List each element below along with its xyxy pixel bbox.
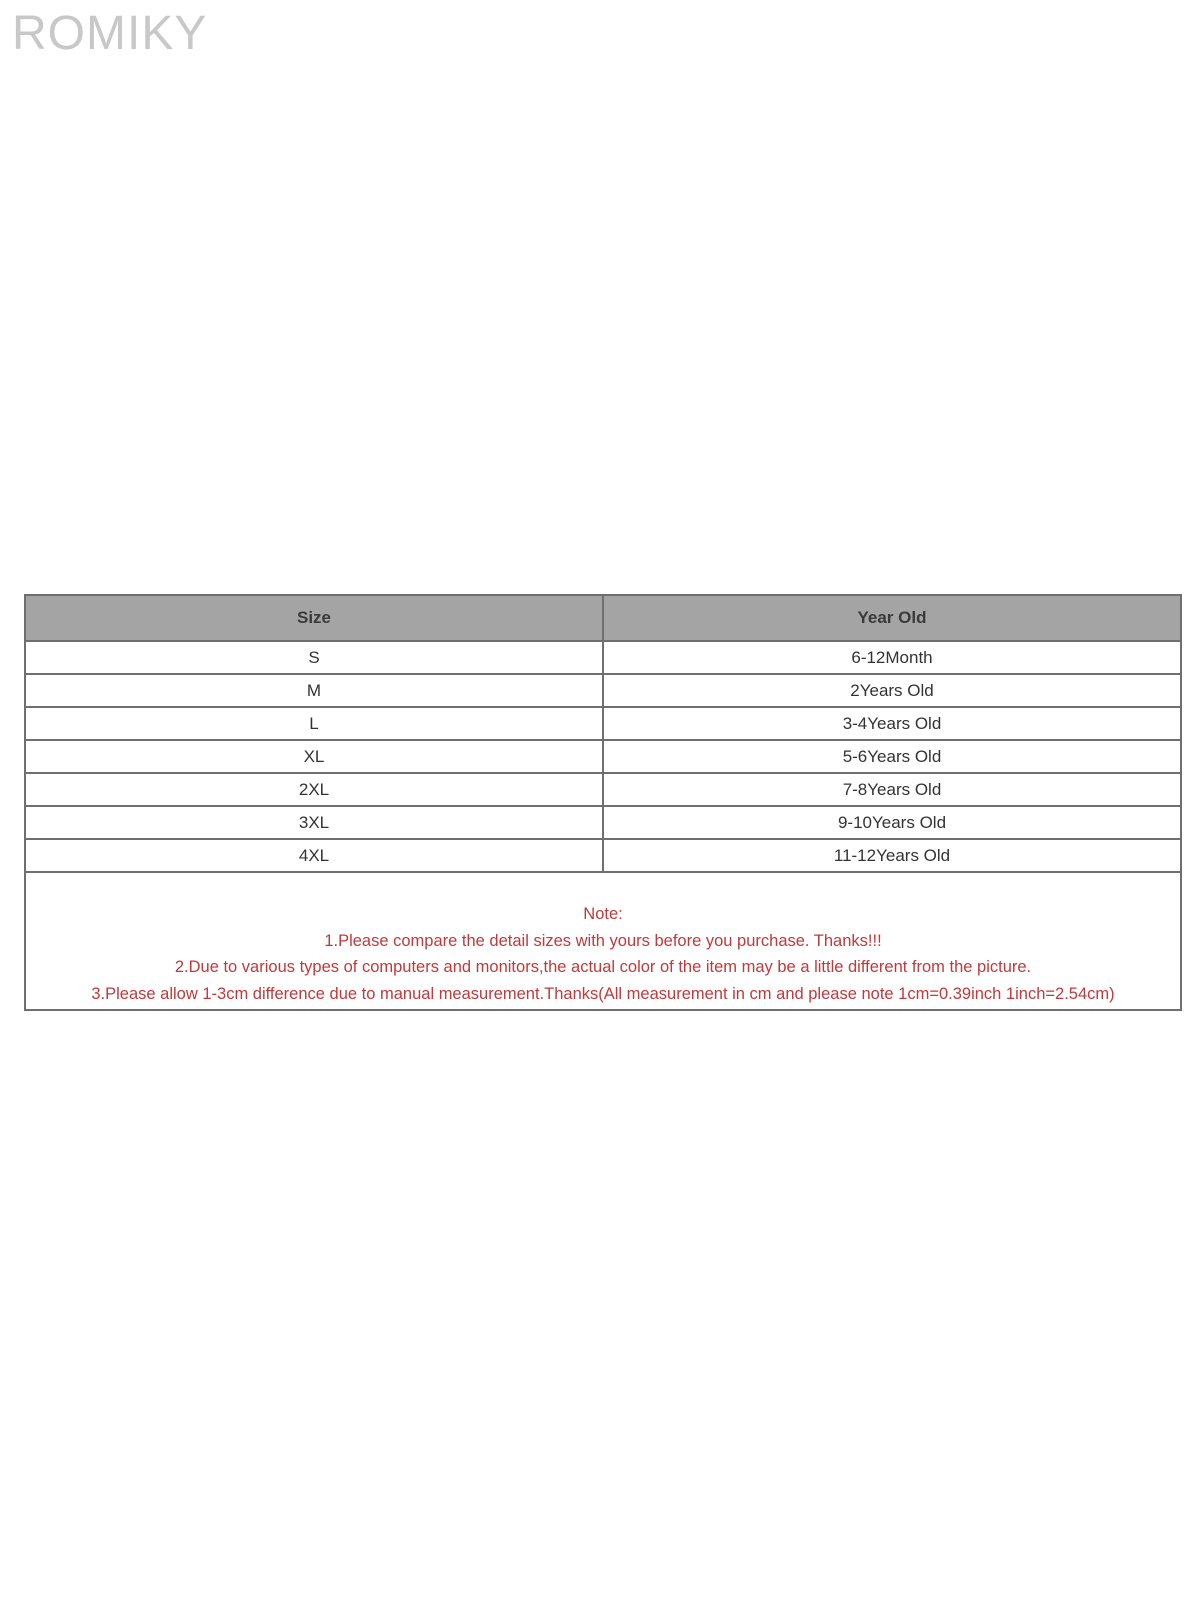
table-header-row bbox=[26, 596, 1180, 641]
table-row bbox=[26, 806, 1180, 839]
header-year-old: Year Old bbox=[603, 596, 1180, 641]
age-cell: 2Years Old bbox=[603, 674, 1180, 707]
age-cell: 11-12Years Old bbox=[603, 839, 1180, 872]
size-cell: 3XL bbox=[26, 806, 603, 839]
note-title: Note: bbox=[583, 905, 623, 923]
age-cell: 7-8Years Old bbox=[603, 773, 1180, 806]
table-row bbox=[26, 707, 1180, 740]
age-cell: 6-12Month bbox=[603, 641, 1180, 674]
note-line-3: 3.Please allow 1-3cm difference due to manual measurement.Thanks(All measurement in cm and please note 1cm=0.39inch 1inch=2.54cm) bbox=[91, 984, 1115, 1003]
size-cell: S bbox=[26, 641, 603, 674]
brand-watermark: ROMIKY bbox=[12, 7, 208, 60]
note-line-1: 1.Please compare the detail sizes with yours before you purchase. Thanks!!! bbox=[324, 931, 882, 950]
notes-section bbox=[26, 873, 1180, 1009]
table-row bbox=[26, 839, 1180, 872]
note-line-2: 2.Due to various types of computers and monitors,the actual color of the item may be a little different from the picture. bbox=[174, 958, 1032, 976]
age-cell: 5-6Years Old bbox=[603, 740, 1180, 773]
size-cell: M bbox=[26, 674, 603, 707]
size-cell: 2XL bbox=[26, 773, 603, 806]
size-cell: 4XL bbox=[26, 839, 603, 872]
table-row bbox=[26, 674, 1180, 707]
table-row bbox=[26, 773, 1180, 806]
size-cell: XL bbox=[26, 740, 603, 773]
age-cell: 3-4Years Old bbox=[603, 707, 1180, 740]
size-chart bbox=[24, 594, 1182, 1011]
size-cell: L bbox=[26, 707, 603, 740]
size-table bbox=[26, 596, 1180, 873]
header-size: Size bbox=[26, 596, 603, 641]
table-row bbox=[26, 641, 1180, 674]
table-row bbox=[26, 740, 1180, 773]
age-cell: 9-10Years Old bbox=[603, 806, 1180, 839]
